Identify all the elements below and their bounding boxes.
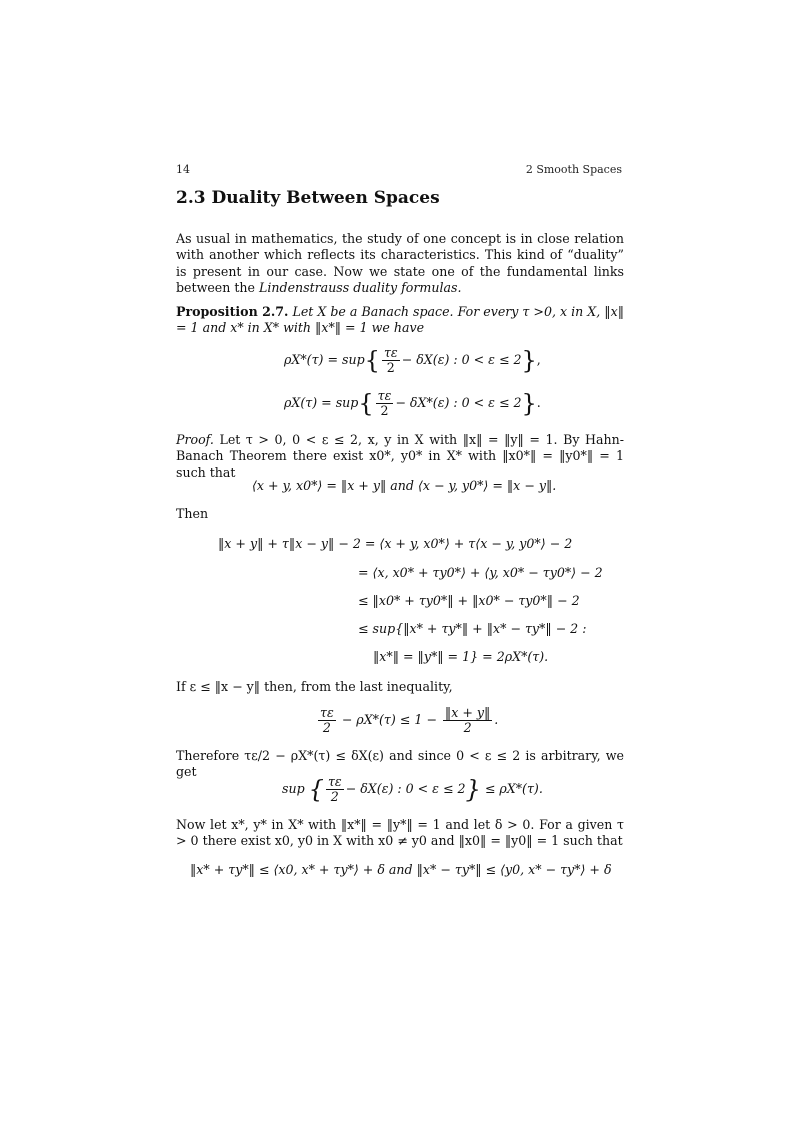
- running-header: 2 Smooth Spaces: [525, 163, 622, 176]
- formula-rho-lhs: ρX(τ) = sup: [284, 395, 359, 410]
- proposition: [176, 304, 624, 337]
- fraction: $\frac{\tau\varepsilon}{2}$: [377, 388, 392, 418]
- chain-line-2: = ⟨x, x0* + τy0*⟩ + ⟨y, x0* − τy0*⟩ − 2: [358, 565, 603, 580]
- if-line: If ε ≤ ‖x − y‖ then, from the last inequality,: [176, 679, 453, 694]
- proposition-label: Proposition 2.7.: [176, 304, 289, 319]
- proof-text: Let τ > 0, 0 < ε ≤ 2, x, y in X with ‖x‖ = ‖y‖ = 1. By Hahn-Banach Theorem there exist x0*, y0* in X* with ‖x0*‖ = ‖y0*‖ = 1 such that: [176, 432, 624, 480]
- page-number: 14: [176, 163, 190, 176]
- therefore-line: Therefore τε/2 − ρX*(τ) ≤ δX(ε) and since 0 < ε ≤ 2 is arbitrary, we get: [176, 748, 624, 780]
- hahn-banach-equation: ⟨x + y, x0*⟩ = ‖x + y‖ and ⟨x − y, y0*⟩ = ‖x − y‖.: [252, 478, 557, 493]
- chain-line-4: ≤ sup{‖x* + τy*‖ + ‖x* − τy*‖ − 2 :: [358, 621, 587, 636]
- proof-label: Proof.: [176, 432, 214, 447]
- chain-line-3: ≤ ‖x0* + τy0*‖ + ‖x0* − τy0*‖ − 2: [358, 593, 580, 608]
- then-text: Then: [176, 506, 209, 521]
- formula-rho-dual: ρX*(τ) = sup{ $\frac{\tau\varepsilon}{2}$ − δX(ε) : 0 < ε ≤ 2},: [284, 345, 541, 375]
- intro-emphasis: Lindenstrauss duality formulas.: [259, 279, 462, 295]
- now-let-paragraph: Now let x*, y* in X* with ‖x*‖ = ‖y*‖ = 1 and let δ > 0. For a given τ > 0 there exist x0, y0 in X with x0 ≠ y0 and ‖x0‖ = ‖y0‖ = 1 such that: [176, 817, 624, 849]
- proposition-statement: Let X be a Banach space. For every τ >0, x in X, ‖x‖ = 1 and x* in X* with ‖x*‖ = 1 we have: [176, 304, 624, 336]
- final-inequalities: ‖x* + τy*‖ ≤ ⟨x0, x* + τy*⟩ + δ and ‖x* − τy*‖ ≤ ⟨y0, x* − τy*⟩ + δ: [190, 862, 612, 877]
- formula-rho-term: − δX*(ε) : 0 < ε ≤ 2: [395, 395, 522, 410]
- chain-line-1: ‖x + y‖ + τ‖x − y‖ − 2 = ⟨x + y, x0*⟩ + τ⟨x − y, y0*⟩ − 2: [218, 536, 573, 551]
- intro-paragraph: [176, 231, 624, 296]
- formula-rho-dual-term: − δX(ε) : 0 < ε ≤ 2: [401, 352, 522, 367]
- intro-text: As usual in mathematics, the study of one concept is in close relation with another which reflects its characteristics. This kind of “duality” is present in our case. Now we state one of the fundamental links between the: [176, 231, 624, 295]
- sup-inequality: sup { $\frac{\tau\varepsilon}{2}$ − δX(ε) : 0 < ε ≤ 2} ≤ ρX*(τ).: [282, 774, 543, 804]
- fraction: $\frac{\tau\varepsilon}{2}$: [383, 345, 398, 375]
- formula-rho: ρX(τ) = sup{ $\frac{\tau\varepsilon}{2}$ − δX*(ε) : 0 < ε ≤ 2}.: [284, 388, 541, 418]
- section-title: 2.3 Duality Between Spaces: [176, 188, 440, 208]
- formula-rho-dual-lhs: ρX*(τ) = sup: [284, 352, 365, 367]
- inequality-fraction: $\frac{\tau\varepsilon}{2}$ − ρX*(τ) ≤ 1 − $\frac{‖x + y‖}{2}$ .: [320, 705, 499, 735]
- chain-line-5: ‖x*‖ = ‖y*‖ = 1} = 2ρX*(τ).: [373, 649, 549, 664]
- proof-paragraph: [176, 432, 624, 481]
